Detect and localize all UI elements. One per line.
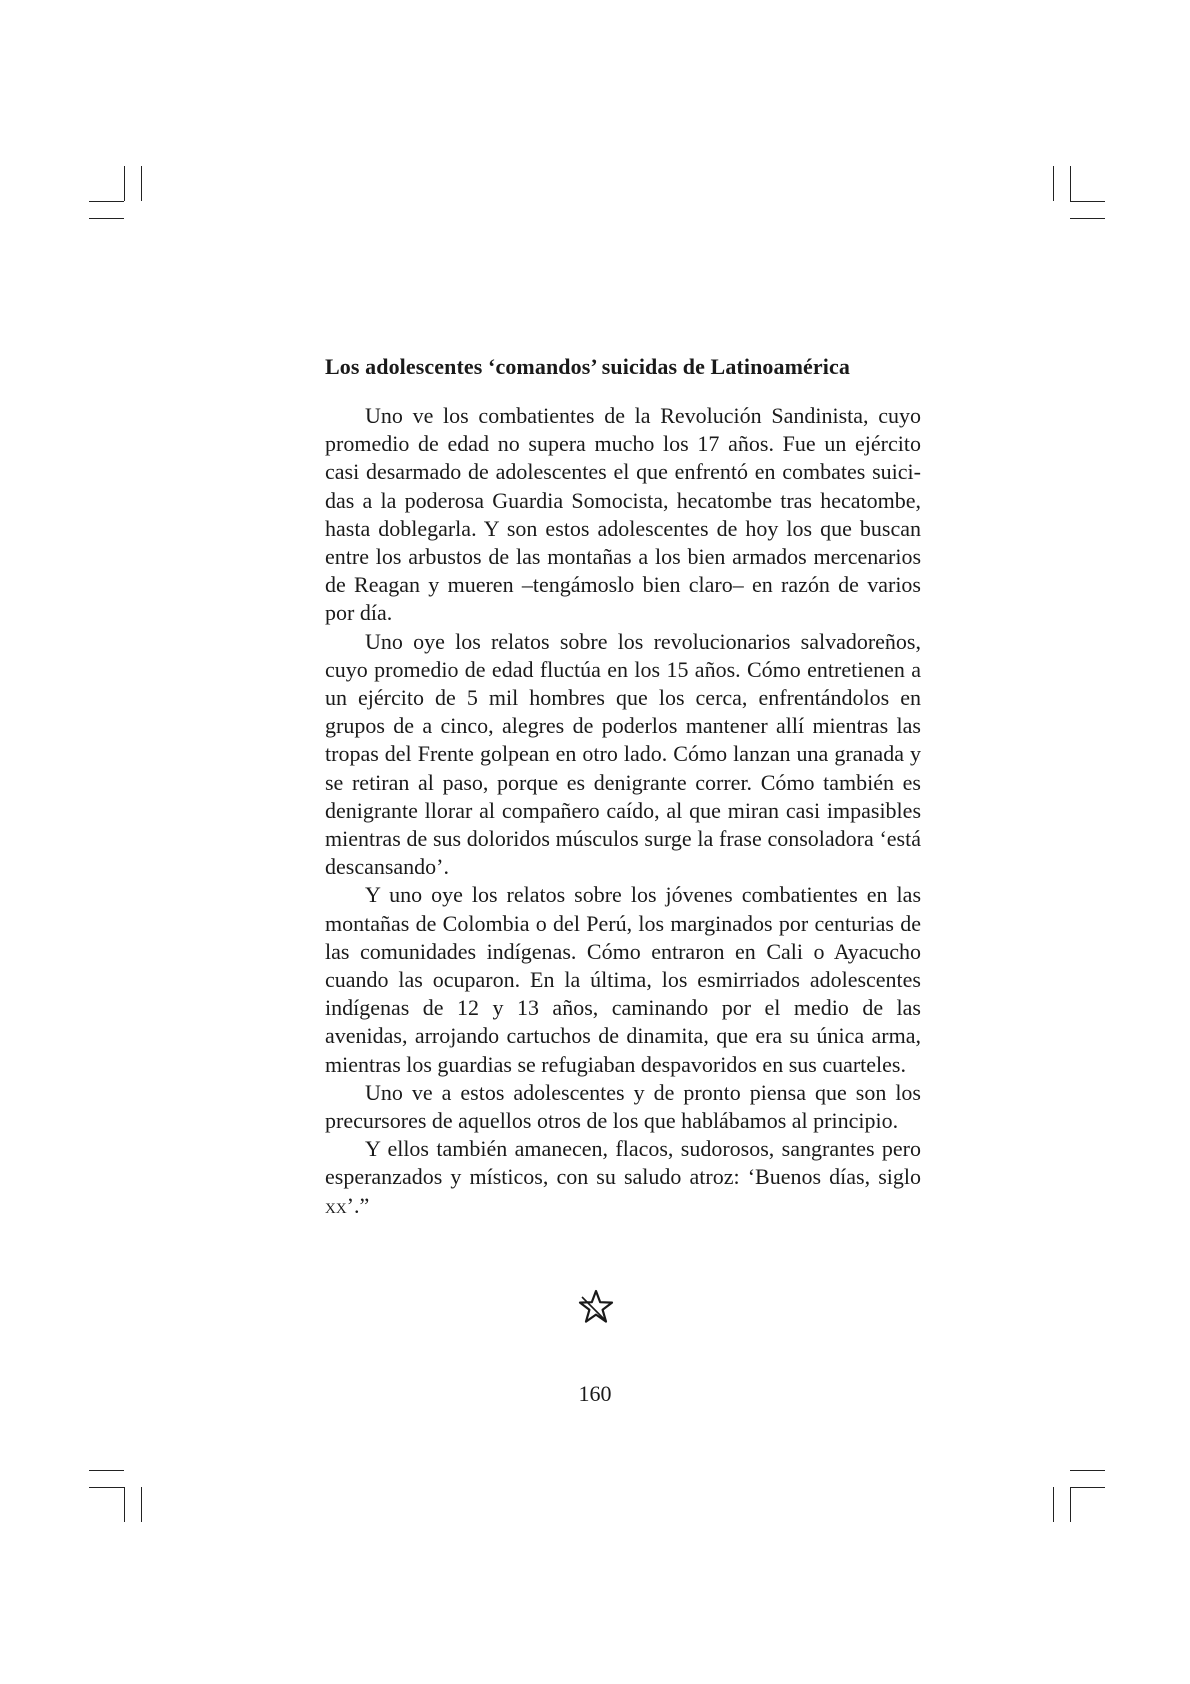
crop-mark <box>1070 218 1105 219</box>
crop-mark <box>1070 1487 1105 1488</box>
crop-mark <box>124 1487 125 1522</box>
crop-mark <box>89 218 124 219</box>
crop-mark <box>141 166 142 201</box>
crop-mark <box>1070 1470 1105 1471</box>
crop-mark <box>1070 166 1071 201</box>
paragraph: Uno oye los relatos sobre los revolucionarios salvadoreños, cuyo promedio de edad fluctúa en los 15 años. Cómo entretienen a un ejército de 5 mil hombres que los cerca, enfrentándolos en grupos de a cinco, alegres de poderlos mantener allí mientras las tropas del Frente golpean en otro lado. Cómo lanzan una granada y se retiran al paso, porque es denigrante correr. Cómo también es denigrante llorar al compañero caído, al que miran casi impasibles mientras de sus doloridos músculos surge la frase consoladora ‘está descansando’. <box>325 628 921 880</box>
paragraph: Uno ve a estos adolescentes y de pronto piensa que son los precursores de aquellos otros de los que hablábamos al principio. <box>325 1079 921 1134</box>
crop-mark <box>1070 201 1105 202</box>
crop-mark <box>124 166 125 201</box>
crop-mark <box>89 1487 124 1488</box>
chapter-title: Los adolescentes ‘comandos’ suicidas de Latinoamérica <box>325 354 850 379</box>
crop-mark <box>1053 166 1054 201</box>
paragraph-last <box>325 1135 921 1220</box>
star-outline-icon <box>576 1287 616 1327</box>
body-text <box>325 402 921 1220</box>
crop-mark <box>141 1487 142 1522</box>
crop-mark <box>89 1470 124 1471</box>
page-number: 160 <box>578 1381 612 1406</box>
century-numeral: xx <box>325 1192 347 1218</box>
paragraph: Uno ve los combatientes de la Revolución Sandinista, cuyo promedio de edad no supera mucho los 17 años. Fue un ejército casi desarmado de adolescentes el que enfrentó en combates suicidas a la poderosa Guardia Somocista, hecatombe tras hecatombe, hasta doblegarla. Y son estos adolescentes de hoy los que buscan entre los arbustos de las montañas a los bien armados mercenarios de Reagan y mueren –tengámoslo bien claro– en razón de varios por día. <box>325 403 921 626</box>
crop-mark <box>89 201 124 202</box>
closing-quote: ’.” <box>346 1192 370 1218</box>
text-block <box>325 352 921 1220</box>
paragraph: Y uno oye los relatos sobre los jóvenes combatientes en las montañas de Colombia o del Perú, los marginados por centurias de las comunidades indígenas. Cómo entraron en Cali o Ayacucho cuando las ocuparon. En la última, los esmirriados adolescentes indígenas de 12 y 13 años, caminando por el medio de las avenidas, arrojando cartuchos de dinamita, que era su única arma, mientras los guardias se refugiaban despavoridos en sus cuarteles. <box>325 882 921 1077</box>
crop-mark <box>1070 1487 1071 1522</box>
crop-mark <box>1053 1487 1054 1522</box>
paragraph-last-text: Y ellos también amanecen, flacos, sudorosos, sangrantes pero esperanzados y místicos, con su saludo atroz: ‘Buenos días, siglo <box>325 1136 921 1190</box>
